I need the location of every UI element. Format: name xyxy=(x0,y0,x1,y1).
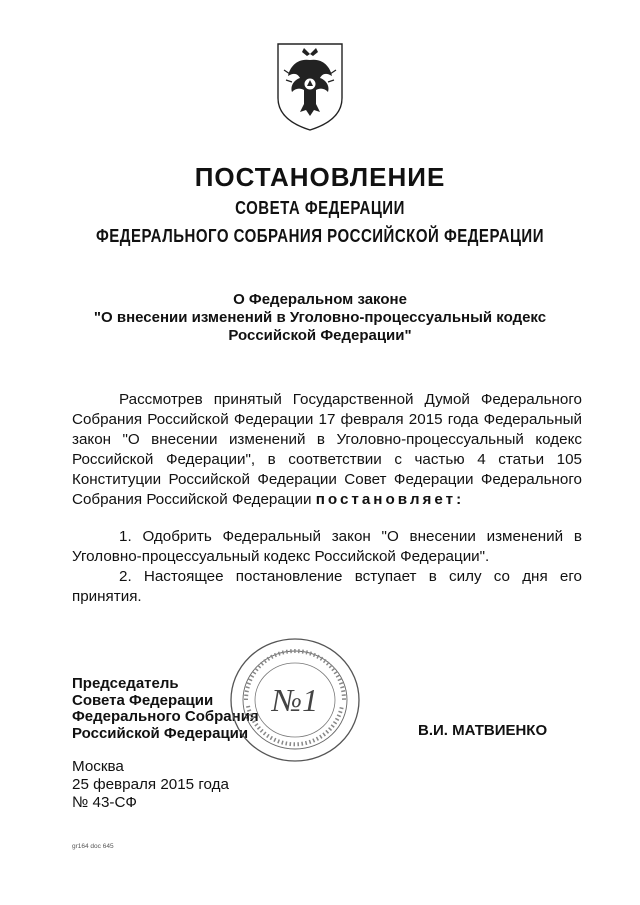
preamble-paragraph xyxy=(72,390,582,510)
item-1: 1. Одобрить Федеральный закон "О внесении изменений в Уголовно-процессуальный кодекс Российской Федерации". xyxy=(72,528,582,565)
signer-name: В.И. МАТВИЕНКО xyxy=(418,722,548,739)
resolves-word: постановляет: xyxy=(315,491,465,508)
subject-line-2: "О внесении изменений в Уголовно-процессуальный кодекс xyxy=(93,309,547,326)
document-number: № 43-СФ xyxy=(72,794,137,811)
subject-line-1: О Федеральном законе xyxy=(233,291,407,308)
position-line-2: Совета Федерации xyxy=(72,691,214,709)
city: Москва xyxy=(72,758,124,775)
file-code: gr164 doc 645 xyxy=(72,843,114,850)
stamp-number: №1 xyxy=(271,682,319,718)
coat-of-arms-emblem xyxy=(274,40,346,134)
document-title: ПОСТАНОВЛЕНИЕ xyxy=(194,162,446,192)
issuer-line-2: ФЕДЕРАЛЬНОГО СОБРАНИЯ РОССИЙСКОЙ ФЕДЕРАЦИИ xyxy=(96,225,544,248)
subject-line-3: Российской Федерации" xyxy=(228,327,412,344)
resolution-body xyxy=(72,390,582,607)
issuer-line-1: СОВЕТА ФЕДЕРАЦИИ xyxy=(235,197,405,220)
position-line-1: Председатель xyxy=(72,675,179,692)
date: 25 февраля 2015 года xyxy=(72,776,229,793)
official-seal-stamp xyxy=(228,636,362,764)
position-line-3: Федерального Собрания xyxy=(72,708,259,725)
preamble-text: Рассмотрев принятый Государственной Думой Федерального Собрания Российской Федерации 17 февраля 2015 года Федеральный закон "О внесении изменений в Уголовно-процессуальный кодекс Российской Федерации", в соответствии с частью 4 статьи 105 Конституции Российской Федерации Совет Федерации Федерального Собрания Российской Федерации xyxy=(72,391,582,508)
item-2: 2. Настоящее постановление вступает в силу со дня его принятия. xyxy=(72,568,582,605)
place-and-date xyxy=(72,758,229,812)
position-line-4: Российской Федерации xyxy=(72,724,249,742)
